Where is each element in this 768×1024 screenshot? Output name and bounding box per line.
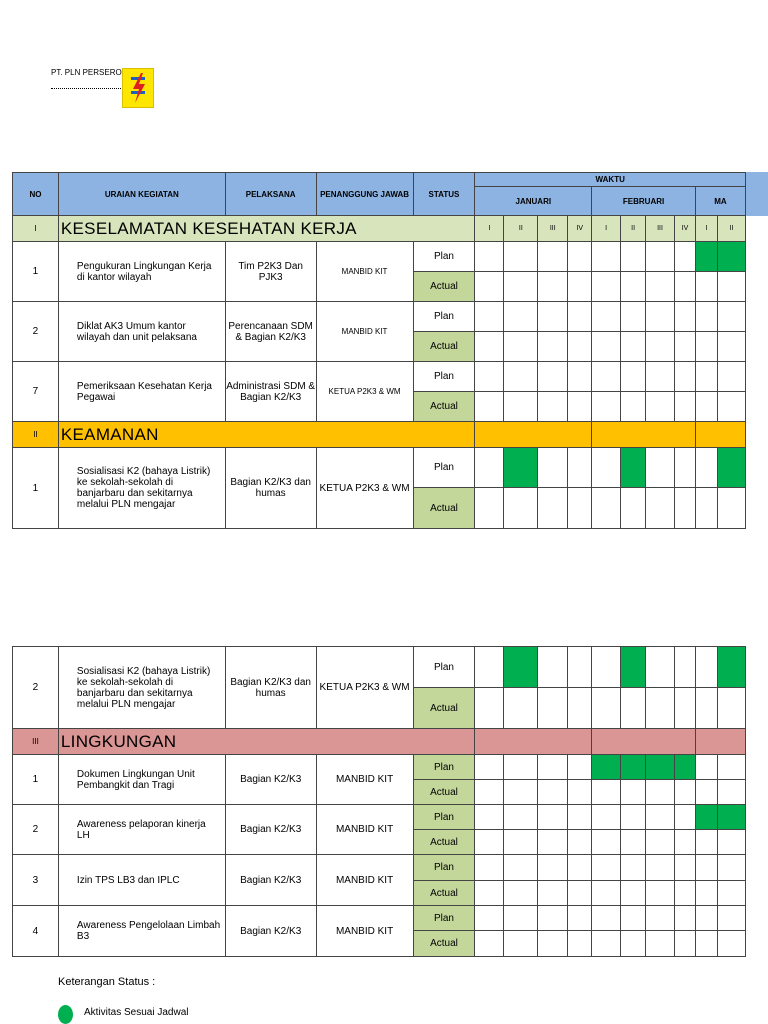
table-cell <box>568 488 592 529</box>
schedule-cell <box>621 448 646 488</box>
table-cell <box>568 830 592 855</box>
week-label: I <box>695 216 717 242</box>
table-cell <box>717 855 745 881</box>
row-uraian: Sosialisasi K2 (bahaya Listrik) ke sekolah-sekolah di banjarbaru dan sekitarnya melalui PLN mengajar <box>58 448 225 529</box>
week-label: III <box>538 216 568 242</box>
table-cell <box>646 830 675 855</box>
row-pelaksana: Bagian K2/K3 <box>225 855 316 906</box>
table-cell <box>675 805 696 830</box>
legend-item: Aktivitas Sesuai Jadwal <box>84 1007 189 1018</box>
table-cell <box>568 855 592 881</box>
col-waktu: WAKTU <box>475 173 746 187</box>
table-cell <box>717 755 745 780</box>
table-cell <box>717 332 745 362</box>
table-cell <box>504 881 538 906</box>
schedule-cell <box>717 805 745 830</box>
table-cell <box>695 422 745 448</box>
week-label: I <box>592 216 621 242</box>
table-cell <box>475 242 504 272</box>
table-cell <box>646 242 675 272</box>
table-cell <box>717 881 745 906</box>
table-cell <box>675 881 696 906</box>
table-cell <box>592 272 621 302</box>
table-cell <box>475 422 592 448</box>
table-cell <box>621 302 646 332</box>
row-number: 3 <box>13 855 59 906</box>
status-plan: Plan <box>413 906 475 931</box>
status-actual: Actual <box>413 931 475 957</box>
table-cell <box>695 362 717 392</box>
section-number: I <box>13 216 59 242</box>
status-actual: Actual <box>413 488 475 529</box>
table-cell <box>504 780 538 805</box>
table-cell <box>696 881 718 906</box>
section-title: KEAMANAN <box>58 422 475 448</box>
month-maret: MA <box>695 187 745 216</box>
table-cell <box>717 688 745 729</box>
section-title: LINGKUNGAN <box>58 729 475 755</box>
week-label: I <box>475 216 504 242</box>
table-cell <box>696 755 718 780</box>
table-cell <box>696 729 746 755</box>
table-cell <box>646 805 675 830</box>
table-cell <box>675 830 696 855</box>
table-cell <box>646 780 675 805</box>
table-cell <box>504 931 538 957</box>
table-cell <box>646 488 675 529</box>
table-cell <box>675 780 696 805</box>
table-cell <box>592 302 621 332</box>
table-cell <box>592 332 621 362</box>
table-cell <box>695 448 717 488</box>
table-cell <box>538 780 568 805</box>
table-cell <box>675 688 696 729</box>
status-actual: Actual <box>413 688 475 729</box>
table-cell <box>621 805 646 830</box>
table-cell <box>475 780 504 805</box>
table-cell <box>696 647 718 688</box>
table-cell <box>717 780 745 805</box>
table-cell <box>695 302 717 332</box>
table-cell <box>675 488 696 529</box>
row-number: 7 <box>13 362 59 422</box>
schedule-cell <box>717 242 745 272</box>
table-cell <box>592 422 696 448</box>
row-number: 4 <box>13 906 59 957</box>
status-actual: Actual <box>413 272 475 302</box>
schedule-table-2 <box>12 646 746 957</box>
table-cell <box>592 931 621 957</box>
week-label: IV <box>568 216 592 242</box>
schedule-cell <box>717 448 745 488</box>
table-cell <box>717 488 745 529</box>
week-label: III <box>646 216 675 242</box>
table-cell <box>504 830 538 855</box>
table-cell <box>504 855 538 881</box>
table-cell <box>646 881 675 906</box>
table-cell <box>504 805 538 830</box>
table-cell <box>646 688 675 729</box>
status-actual: Actual <box>413 332 475 362</box>
schedule-cell <box>696 805 718 830</box>
table-cell <box>475 881 504 906</box>
table-cell <box>717 906 745 931</box>
table-cell <box>717 362 745 392</box>
row-uraian: Izin TPS LB3 dan IPLC <box>58 855 225 906</box>
row-number: 1 <box>13 242 59 302</box>
legend-title: Keterangan Status : <box>58 976 156 988</box>
table-cell <box>568 392 592 422</box>
table-row <box>13 755 746 780</box>
table-cell <box>675 302 696 332</box>
table-row <box>13 805 746 830</box>
row-uraian: Pemeriksaan Kesehatan Kerja Pegawai <box>58 362 225 422</box>
table-cell <box>475 830 504 855</box>
table-cell <box>538 242 568 272</box>
table-cell <box>538 906 568 931</box>
table-cell <box>675 448 696 488</box>
status-plan: Plan <box>413 755 475 780</box>
row-uraian: Awareness Pengelolaan Limbah B3 <box>58 906 225 957</box>
table-cell <box>695 332 717 362</box>
row-pelaksana: Tim P2K3 Dan PJK3 <box>225 242 316 302</box>
status-actual: Actual <box>413 830 475 855</box>
row-pelaksana: Bagian K2/K3 <box>225 805 316 855</box>
table-cell <box>675 242 696 272</box>
row-pelaksana: Perencanaan SDM & Bagian K2/K3 <box>225 302 316 362</box>
table-cell <box>475 805 504 830</box>
row-number: 1 <box>13 448 59 529</box>
table-cell <box>475 302 504 332</box>
table-cell <box>717 392 745 422</box>
table-cell <box>592 881 621 906</box>
row-number: 2 <box>13 302 59 362</box>
row-penanggung-jawab: MANBID KIT <box>316 755 413 805</box>
header-overflow-tab <box>745 172 768 216</box>
row-penanggung-jawab: KETUA P2K3 & WM <box>316 647 413 729</box>
table-cell <box>475 332 504 362</box>
section-number: II <box>13 422 59 448</box>
status-actual: Actual <box>413 780 475 805</box>
schedule-cell <box>621 755 646 780</box>
col-no: NO <box>13 173 59 216</box>
table-cell <box>538 448 568 488</box>
table-cell <box>538 272 568 302</box>
row-pelaksana: Bagian K2/K3 dan humas <box>225 448 316 529</box>
row-uraian: Dokumen Lingkungan Unit Pembangkit dan Tragi <box>58 755 225 805</box>
table-cell <box>568 302 592 332</box>
table-cell <box>621 332 646 362</box>
table-cell <box>717 931 745 957</box>
table-cell <box>504 755 538 780</box>
table-row <box>13 906 746 931</box>
table-cell <box>592 729 696 755</box>
schedule-cell <box>621 647 646 688</box>
table-cell <box>646 362 675 392</box>
col-pelaksana: PELAKSANA <box>225 173 316 216</box>
table-cell <box>475 488 504 529</box>
table-cell <box>592 855 621 881</box>
schedule-cell <box>646 755 675 780</box>
table-cell <box>621 488 646 529</box>
legend-green-dot-icon <box>58 1005 73 1024</box>
status-plan: Plan <box>413 448 475 488</box>
row-penanggung-jawab: KETUA P2K3 & WM <box>316 448 413 529</box>
table-cell <box>568 647 592 688</box>
row-penanggung-jawab: MANBID KIT <box>316 805 413 855</box>
schedule-cell <box>695 242 717 272</box>
row-number: 1 <box>13 755 59 805</box>
table-cell <box>621 362 646 392</box>
table-cell <box>568 242 592 272</box>
row-uraian: Diklat AK3 Umum kantor wilayah dan unit pelaksana <box>58 302 225 362</box>
table-cell <box>538 931 568 957</box>
row-penanggung-jawab: MANBID KIT <box>316 242 413 302</box>
status-plan: Plan <box>413 242 475 272</box>
status-plan: Plan <box>413 647 475 688</box>
table-cell <box>592 242 621 272</box>
status-plan: Plan <box>413 302 475 332</box>
table-cell <box>568 272 592 302</box>
table-cell <box>621 688 646 729</box>
table-cell <box>592 906 621 931</box>
table-cell <box>538 881 568 906</box>
table-cell <box>675 855 696 881</box>
week-label: IV <box>675 216 696 242</box>
status-plan: Plan <box>413 805 475 830</box>
table-cell <box>475 688 504 729</box>
table-cell <box>504 688 538 729</box>
table-cell <box>621 830 646 855</box>
row-number: 2 <box>13 805 59 855</box>
table-cell <box>592 805 621 830</box>
schedule-cell <box>675 755 696 780</box>
row-uraian: Awareness pelaporan kinerja LH <box>58 805 225 855</box>
company-name: PT. PLN PERSERO <box>51 68 122 77</box>
table-cell <box>538 392 568 422</box>
table-cell <box>504 272 538 302</box>
table-cell <box>504 488 538 529</box>
table-cell <box>592 647 621 688</box>
table-cell <box>568 688 592 729</box>
table-row <box>13 855 746 881</box>
table-cell <box>538 805 568 830</box>
table-cell <box>592 448 621 488</box>
table-cell <box>504 362 538 392</box>
table-cell <box>538 688 568 729</box>
row-uraian: Sosialisasi K2 (bahaya Listrik) ke sekolah-sekolah di banjarbaru dan sekitarnya melalui PLN mengajar <box>58 647 225 729</box>
table-cell <box>646 302 675 332</box>
table-cell <box>568 881 592 906</box>
section-title: KESELAMATAN KESEHATAN KERJA <box>58 216 475 242</box>
week-label: II <box>717 216 745 242</box>
table-cell <box>538 332 568 362</box>
table-cell <box>695 488 717 529</box>
table-cell <box>592 830 621 855</box>
table-row <box>13 448 746 488</box>
table-cell <box>646 272 675 302</box>
table-cell <box>568 332 592 362</box>
table-cell <box>568 931 592 957</box>
table-cell <box>675 906 696 931</box>
week-label: II <box>621 216 646 242</box>
table-cell <box>568 780 592 805</box>
table-cell <box>504 392 538 422</box>
table-cell <box>538 362 568 392</box>
table-cell <box>695 392 717 422</box>
col-status: STATUS <box>413 173 475 216</box>
table-cell <box>592 392 621 422</box>
table-cell <box>504 906 538 931</box>
table-cell <box>475 755 504 780</box>
table-cell <box>592 780 621 805</box>
table-cell <box>646 855 675 881</box>
month-januari: JANUARI <box>475 187 592 216</box>
schedule-cell <box>592 755 621 780</box>
month-februari: FEBRUARI <box>592 187 696 216</box>
table-cell <box>504 242 538 272</box>
table-cell <box>475 729 592 755</box>
table-cell <box>696 906 718 931</box>
table-cell <box>538 488 568 529</box>
status-plan: Plan <box>413 362 475 392</box>
table-cell <box>568 906 592 931</box>
table-cell <box>621 392 646 422</box>
row-pelaksana: Administrasi SDM & Bagian K2/K3 <box>225 362 316 422</box>
table-cell <box>675 931 696 957</box>
row-pelaksana: Bagian K2/K3 <box>225 755 316 805</box>
row-uraian: Pengukuran Lingkungan Kerja di kantor wilayah <box>58 242 225 302</box>
row-pelaksana: Bagian K2/K3 <box>225 906 316 957</box>
table-cell <box>475 855 504 881</box>
table-cell <box>568 755 592 780</box>
table-cell <box>504 302 538 332</box>
table-row <box>13 242 746 272</box>
schedule-cell <box>504 647 538 688</box>
table-cell <box>696 931 718 957</box>
table-cell <box>504 332 538 362</box>
row-pelaksana: Bagian K2/K3 dan humas <box>225 647 316 729</box>
table-cell <box>592 688 621 729</box>
table-cell <box>646 931 675 957</box>
table-cell <box>538 755 568 780</box>
table-cell <box>696 780 718 805</box>
table-cell <box>475 931 504 957</box>
table-cell <box>646 906 675 931</box>
status-plan: Plan <box>413 855 475 881</box>
col-uraian: URAIAN KEGIATAN <box>58 173 225 216</box>
table-cell <box>621 906 646 931</box>
table-cell <box>475 362 504 392</box>
table-cell <box>475 906 504 931</box>
table-cell <box>675 332 696 362</box>
table-cell <box>568 362 592 392</box>
table-cell <box>538 830 568 855</box>
table-cell <box>646 392 675 422</box>
table-cell <box>646 332 675 362</box>
table-cell <box>696 855 718 881</box>
table-cell <box>475 392 504 422</box>
table-row <box>13 362 746 392</box>
row-penanggung-jawab: MANBID KIT <box>316 906 413 957</box>
table-cell <box>621 881 646 906</box>
table-cell <box>717 830 745 855</box>
table-cell <box>475 448 504 488</box>
row-number: 2 <box>13 647 59 729</box>
table-row <box>13 302 746 332</box>
table-cell <box>621 931 646 957</box>
table-cell <box>717 272 745 302</box>
table-cell <box>568 448 592 488</box>
row-penanggung-jawab: MANBID KIT <box>316 302 413 362</box>
row-penanggung-jawab: MANBID KIT <box>316 855 413 906</box>
table-cell <box>538 302 568 332</box>
schedule-cell <box>717 647 745 688</box>
table-cell <box>696 830 718 855</box>
status-actual: Actual <box>413 881 475 906</box>
table-cell <box>538 855 568 881</box>
table-cell <box>675 272 696 302</box>
table-cell <box>675 392 696 422</box>
col-penanggung-jawab: PENANGGUNG JAWAB <box>316 173 413 216</box>
table-cell <box>646 448 675 488</box>
table-cell <box>717 302 745 332</box>
section-number: III <box>13 729 59 755</box>
table-cell <box>475 647 504 688</box>
table-cell <box>592 362 621 392</box>
table-cell <box>695 272 717 302</box>
schedule-table-1 <box>12 172 746 529</box>
week-label: II <box>504 216 538 242</box>
table-cell <box>621 242 646 272</box>
table-cell <box>675 362 696 392</box>
status-actual: Actual <box>413 392 475 422</box>
table-cell <box>696 688 718 729</box>
table-cell <box>475 272 504 302</box>
table-cell <box>621 780 646 805</box>
table-cell <box>568 805 592 830</box>
table-row <box>13 647 746 688</box>
table-cell <box>621 272 646 302</box>
table-cell <box>675 647 696 688</box>
table-cell <box>538 647 568 688</box>
table-cell <box>621 855 646 881</box>
table-cell <box>592 488 621 529</box>
table-cell <box>646 647 675 688</box>
row-penanggung-jawab: KETUA P2K3 & WM <box>316 362 413 422</box>
schedule-cell <box>504 448 538 488</box>
